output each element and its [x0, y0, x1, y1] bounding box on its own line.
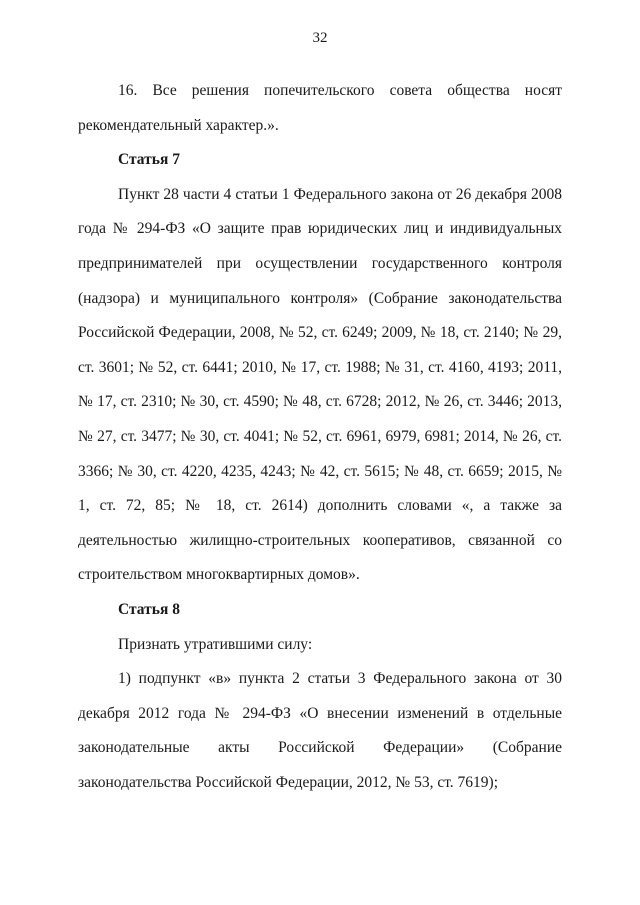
page-number: 32	[312, 30, 328, 46]
article-8-heading: Статья 8	[118, 600, 180, 618]
article-8-intro-paragraph: Признать утратившими силу:	[118, 635, 313, 653]
article-7-heading: Статья 7	[118, 151, 180, 169]
document-body	[78, 74, 562, 800]
article-8-item-1-paragraph: 1) подпункт «в» пункта 2 статьи 3 Федерального закона от 30 декабря 2012 года № 294-ФЗ «О внесении изменений в отдельные законодательные акты Российской Федерации» (Собрание законодательства Российской Федерации, 2012, № 53, ст. 7619);	[78, 670, 562, 791]
article-7-paragraph: Пункт 28 части 4 статьи 1 Федерального закона от 26 декабря 2008 года № 294-ФЗ «О защите прав юридических лиц и индивидуальных предпринимателей при осуществлении государственного контроля (надзора) и муниципального контроля» (Собрание законодательства Российской Федерации, 2008, № 52, ст. 6249; 2009, № 18, ст. 2140; № 29, ст. 3601; № 52, ст. 6441; 2010, № 17, ст. 1988; № 31, ст. 4160, 4193; 2011, № 17, ст. 2310; № 30, ст. 4590; № 48, ст. 6728; 2012, № 26, ст. 3446; 2013, № 27, ст. 3477; № 30, ст. 4041; № 52, ст. 6961, 6979, 6981; 2014, № 26, ст. 3366; № 30, ст. 4220, 4235, 4243; № 42, ст. 5615; № 48, ст. 6659; 2015, № 1, ст. 72, 85; № 18, ст. 2614) дополнить словами «, а также за деятельностью жилищно-строительных кооперативов, связанной со строительством многоквартирных домов».	[78, 185, 562, 584]
item-16-paragraph: 16. Все решения попечительского совета общества носят рекомендательный характер.».	[78, 82, 562, 134]
